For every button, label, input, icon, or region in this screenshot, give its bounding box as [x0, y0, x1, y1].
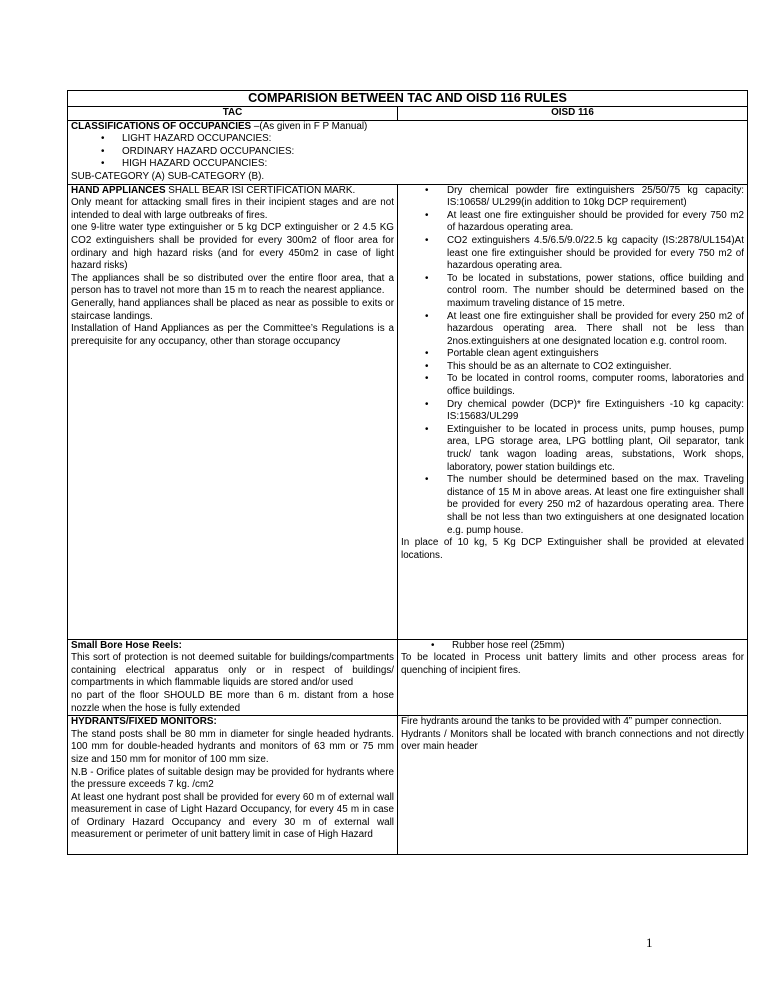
- list-item: • ORDINARY HAZARD OCCUPANCIES:: [71, 146, 744, 159]
- list-item: • Portable clean agent extinguishers: [401, 348, 744, 361]
- list-item: • Dry chemical powder (DCP)* fire Extinguishers -10 kg capacity: IS:15683/UL299: [401, 399, 744, 424]
- paragraph: SHALL BEAR ISI CERTIFICATION MARK.: [165, 184, 356, 196]
- list-item: • HIGH HAZARD OCCUPANCIES:: [71, 158, 744, 171]
- paragraph: This sort of protection is not deemed suitable for buildings/compartments containing electrical apparatus only or in respect of buildings/ compartments in which flammable liquids are stored and/or used: [71, 652, 394, 689]
- paragraph: no part of the floor SHOULD BE more than 6 m. distant from a hose nozzle when the hose is fully extended: [71, 689, 394, 714]
- oisd-extinguisher-list: [401, 185, 744, 538]
- paragraph: Generally, hand appliances shall be placed as near as possible to exits or staircase landings.: [71, 297, 394, 322]
- oisd-footer-text: In place of 10 kg, 5 Kg DCP Extinguisher shall be provided at elevated locations.: [401, 537, 744, 561]
- paragraph: Hydrants / Monitors shall be located with branch connections and not directly over main header: [401, 728, 744, 753]
- list-item: • To be located in substations, power stations, office building and control room. The number should be determined based on the maximum traveling distance of 15 metre.: [401, 273, 744, 311]
- list-item: • CO2 extinguishers 4.5/6.5/9.0/22.5 kg capacity (IS:2878/UL154)At least one fire extinguisher should be provided for every 750 m2 of hazardous operating area.: [401, 235, 744, 273]
- document-page: [67, 90, 747, 855]
- paragraph: The stand posts shall be 80 mm in diameter for single headed hydrants. 100 mm for double-headed hydrants and monitors of 63 mm or 75 mm size and 150 mm for monitor of 100 mm size.: [71, 728, 394, 765]
- list-item: • Extinguisher to be located in process units, pump houses, pump area, LPG storage area, LPG bottling plant, Oil separator, tank truck/ tank wagon loading areas, substations, Work shops, laboratory, power station buildings etc.: [401, 424, 744, 474]
- subcategory-text: SUB-CATEGORY (A) SUB-CATEGORY (B).: [71, 170, 265, 182]
- hose-reels-tac-cell: [68, 639, 398, 716]
- list-item: • LIGHT HAZARD OCCUPANCIES:: [71, 133, 744, 146]
- classifications-note: –(As given in F P Manual): [251, 120, 368, 132]
- list-item: • This should be as an alternate to CO2 extinguisher.: [401, 361, 744, 374]
- list-item: • Rubber hose reel (25mm): [401, 640, 744, 653]
- hose-reel-list: [401, 640, 744, 653]
- classifications-list: [71, 133, 744, 171]
- list-item: • At least one fire extinguisher shall be provided for every 250 m2 of hazardous operating area. There shall not be less than 2nos.extinguishers at one designated location e.g. control room.: [401, 311, 744, 349]
- paragraph: N.B - Orifice plates of suitable design may be provided for hydrants where the pressure exceeds 7 kg. /cm2: [71, 766, 394, 791]
- paragraph: Installation of Hand Appliances as per the Committee’s Regulations is a prerequisite for any occupancy, other than storage occupancy: [71, 323, 394, 347]
- hydrants-tac-cell: [68, 716, 398, 855]
- paragraph: Only meant for attacking small fires in their incipient stages and are not intended to deal with large outbreaks of fires.: [71, 197, 394, 221]
- paragraph: Fire hydrants around the tanks to be provided with 4” pumper connection.: [401, 716, 722, 728]
- table-title: COMPARISION BETWEEN TAC AND OISD 116 RULES: [68, 91, 748, 107]
- hand-appliances-tac-cell: [68, 184, 398, 639]
- paragraph: one 9-litre water type extinguisher or 5 kg DCP extinguisher or 2 4.5 KG CO2 extinguishers shall be provided for every 300m2 of floor area for ordinary and high hazard risks (and for every 450m2 in case of light hazard risks): [71, 222, 394, 272]
- list-item: • Dry chemical powder fire extinguishers 25/50/75 kg capacity: IS:10658/ UL299(in addition to 10kg DCP requirement): [401, 185, 744, 210]
- hand-appliances-oisd-cell: [398, 184, 748, 639]
- page-number: 1: [646, 935, 653, 950]
- hose-reels-oisd-cell: [398, 639, 748, 716]
- hydrants-heading: HYDRANTS/FIXED MONITORS:: [71, 716, 217, 728]
- classifications-cell: [68, 120, 748, 184]
- classifications-heading: CLASSIFICATIONS OF OCCUPANCIES: [71, 120, 252, 132]
- paragraph: The appliances shall be so distributed over the entire floor area, that a person has to travel not more than 15 m to reach the nearest appliance.: [71, 272, 394, 297]
- comparison-table: [67, 90, 748, 855]
- column-header-tac: TAC: [68, 107, 398, 121]
- paragraph: To be located in Process unit battery limits and other process areas for quenching of incipient fires.: [401, 652, 744, 676]
- column-header-oisd: OISD 116: [398, 107, 748, 121]
- hose-reels-heading: Small Bore Hose Reels:: [71, 639, 182, 651]
- list-item: • At least one fire extinguisher should be provided for every 750 m2 of hazardous operating area.: [401, 210, 744, 235]
- paragraph: At least one hydrant post shall be provided for every 60 m of external wall measurement in case of Light Hazard Occupancy, for every 45 m in case of Ordinary Hazard Occupancy and every 30 m of external wall measurement or perimeter of unit battery limit in case of High Hazard: [71, 791, 394, 841]
- hydrants-oisd-cell: [398, 716, 748, 855]
- hand-appliances-heading: HAND APPLIANCES: [71, 184, 166, 196]
- list-item: • The number should be determined based on the max. Traveling distance of 15 M in above areas. At least one fire extinguisher shall be provided for every 250 m2 of hazardous operating area. There shall be not less than two extinguishers at one designated location e.g. pump house.: [401, 474, 744, 537]
- list-item: • To be located in control rooms, computer rooms, laboratories and office buildings.: [401, 373, 744, 398]
